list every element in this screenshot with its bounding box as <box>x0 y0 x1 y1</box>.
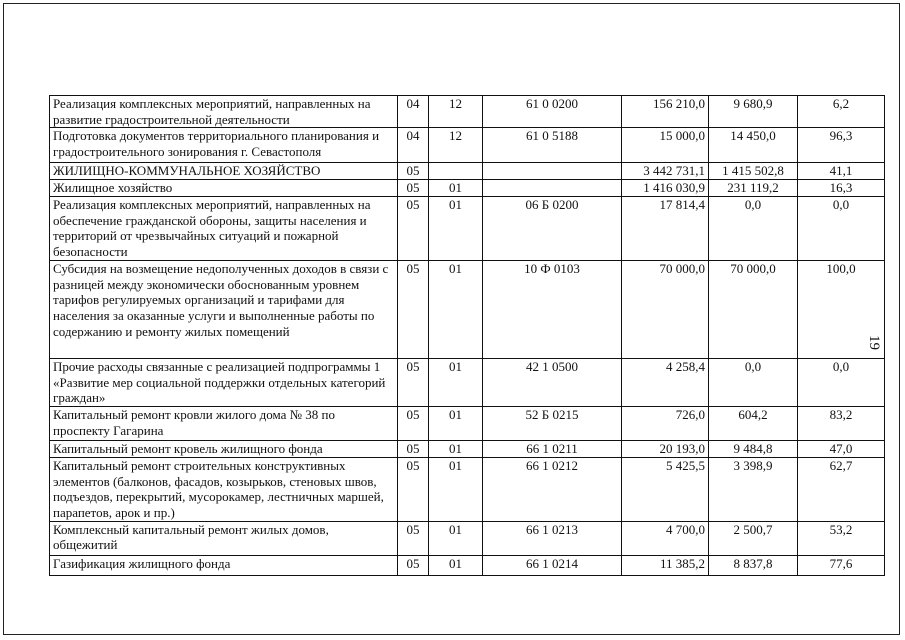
row-podrazdel: 01 <box>429 458 483 521</box>
row-razdel: 05 <box>398 163 429 180</box>
row-fact: 9 680,9 <box>709 96 798 128</box>
row-percent: 62,7 <box>798 458 885 521</box>
row-razdel: 04 <box>398 128 429 163</box>
row-razdel: 05 <box>398 197 429 261</box>
row-plan: 156 210,0 <box>622 96 709 128</box>
table-row <box>50 521 885 555</box>
row-razdel: 05 <box>398 521 429 555</box>
row-csr <box>483 163 622 180</box>
row-fact: 0,0 <box>709 359 798 407</box>
row-podrazdel: 01 <box>429 261 483 359</box>
table-row <box>50 359 885 407</box>
table-row <box>50 180 885 197</box>
row-podrazdel: 01 <box>429 521 483 555</box>
row-razdel: 05 <box>398 458 429 521</box>
table-row <box>50 458 885 521</box>
row-plan: 4 258,4 <box>622 359 709 407</box>
row-percent: 83,2 <box>798 407 885 441</box>
row-name: Реализация комплексных мероприятий, направленных на развитие градостроительной деятельности <box>50 96 398 128</box>
row-razdel: 05 <box>398 555 429 575</box>
row-fact: 9 484,8 <box>709 441 798 458</box>
row-percent: 6,2 <box>798 96 885 128</box>
table-row <box>50 128 885 163</box>
row-plan: 4 700,0 <box>622 521 709 555</box>
page-number: 19 <box>866 335 882 350</box>
row-fact: 0,0 <box>709 197 798 261</box>
row-podrazdel: 01 <box>429 197 483 261</box>
row-name: Реализация комплексных мероприятий, направленных на обеспечение гражданской обороны, защиты населения и территорий от чрезвычайных ситуаций и пожарной безопасности <box>50 197 398 261</box>
row-csr: 66 1 0213 <box>483 521 622 555</box>
row-name: Жилищное хозяйство <box>50 180 398 197</box>
row-razdel: 05 <box>398 180 429 197</box>
row-podrazdel: 01 <box>429 407 483 441</box>
row-percent: 77,6 <box>798 555 885 575</box>
row-csr: 66 1 0214 <box>483 555 622 575</box>
row-name: Подготовка документов территориального планирования и градостроительного зонирования г. Севастополя <box>50 128 398 163</box>
row-fact: 1 415 502,8 <box>709 163 798 180</box>
row-percent: 53,2 <box>798 521 885 555</box>
row-percent: 96,3 <box>798 128 885 163</box>
row-percent: 0,0 <box>798 197 885 261</box>
budget-table <box>49 95 885 576</box>
row-plan: 17 814,4 <box>622 197 709 261</box>
row-podrazdel: 12 <box>429 96 483 128</box>
row-podrazdel: 12 <box>429 128 483 163</box>
row-razdel: 05 <box>398 359 429 407</box>
row-csr: 10 Ф 0103 <box>483 261 622 359</box>
row-name: Капитальный ремонт кровли жилого дома № 38 по проспекту Гагарина <box>50 407 398 441</box>
row-podrazdel: 01 <box>429 180 483 197</box>
row-plan: 3 442 731,1 <box>622 163 709 180</box>
row-podrazdel: 01 <box>429 441 483 458</box>
row-plan: 5 425,5 <box>622 458 709 521</box>
row-percent: 16,3 <box>798 180 885 197</box>
row-csr <box>483 180 622 197</box>
row-csr: 42 1 0500 <box>483 359 622 407</box>
row-csr: 61 0 0200 <box>483 96 622 128</box>
table-row <box>50 96 885 128</box>
row-name: Комплексный капитальный ремонт жилых домов, общежитий <box>50 521 398 555</box>
row-csr: 52 Б 0215 <box>483 407 622 441</box>
row-plan: 70 000,0 <box>622 261 709 359</box>
row-name: Капитальный ремонт строительных конструктивных элементов (балконов, фасадов, козырьков, стеновых швов, подъездов, перекрытий, мусорокамер, лестничных маршей, парапетов, арок и пр.) <box>50 458 398 521</box>
table-row <box>50 555 885 575</box>
table-row <box>50 441 885 458</box>
row-percent: 100,0 <box>798 261 885 359</box>
row-csr: 66 1 0211 <box>483 441 622 458</box>
row-csr: 66 1 0212 <box>483 458 622 521</box>
row-razdel: 05 <box>398 441 429 458</box>
row-fact: 604,2 <box>709 407 798 441</box>
row-plan: 1 416 030,9 <box>622 180 709 197</box>
row-fact: 14 450,0 <box>709 128 798 163</box>
row-podrazdel: 01 <box>429 359 483 407</box>
row-fact: 70 000,0 <box>709 261 798 359</box>
row-podrazdel: 01 <box>429 555 483 575</box>
row-percent: 0,0 <box>798 359 885 407</box>
row-razdel: 05 <box>398 261 429 359</box>
table-row <box>50 261 885 359</box>
row-name: Газификация жилищного фонда <box>50 555 398 575</box>
row-fact: 3 398,9 <box>709 458 798 521</box>
row-plan: 20 193,0 <box>622 441 709 458</box>
row-plan: 11 385,2 <box>622 555 709 575</box>
table-row <box>50 407 885 441</box>
row-percent: 41,1 <box>798 163 885 180</box>
row-razdel: 04 <box>398 96 429 128</box>
table-row <box>50 163 885 180</box>
row-name: Прочие расходы связанные с реализацией подпрограммы 1 «Развитие мер социальной поддержки отдельных категорий граждан» <box>50 359 398 407</box>
row-csr: 06 Б 0200 <box>483 197 622 261</box>
row-name: ЖИЛИЩНО-КОММУНАЛЬНОЕ ХОЗЯЙСТВО <box>50 163 398 180</box>
row-plan: 15 000,0 <box>622 128 709 163</box>
row-csr: 61 0 5188 <box>483 128 622 163</box>
row-name: Субсидия на возмещение недополученных доходов в связи с разницей между экономически обоснованным уровнем тарифов регулируемых организаций и тарифами для населения за оказанные услуги и выполненные работы по содержанию и ремонту жилых помещений <box>50 261 398 359</box>
row-razdel: 05 <box>398 407 429 441</box>
row-fact: 231 119,2 <box>709 180 798 197</box>
row-plan: 726,0 <box>622 407 709 441</box>
table-row <box>50 197 885 261</box>
row-fact: 8 837,8 <box>709 555 798 575</box>
row-percent: 47,0 <box>798 441 885 458</box>
row-fact: 2 500,7 <box>709 521 798 555</box>
row-podrazdel <box>429 163 483 180</box>
row-name: Капитальный ремонт кровель жилищного фонда <box>50 441 398 458</box>
